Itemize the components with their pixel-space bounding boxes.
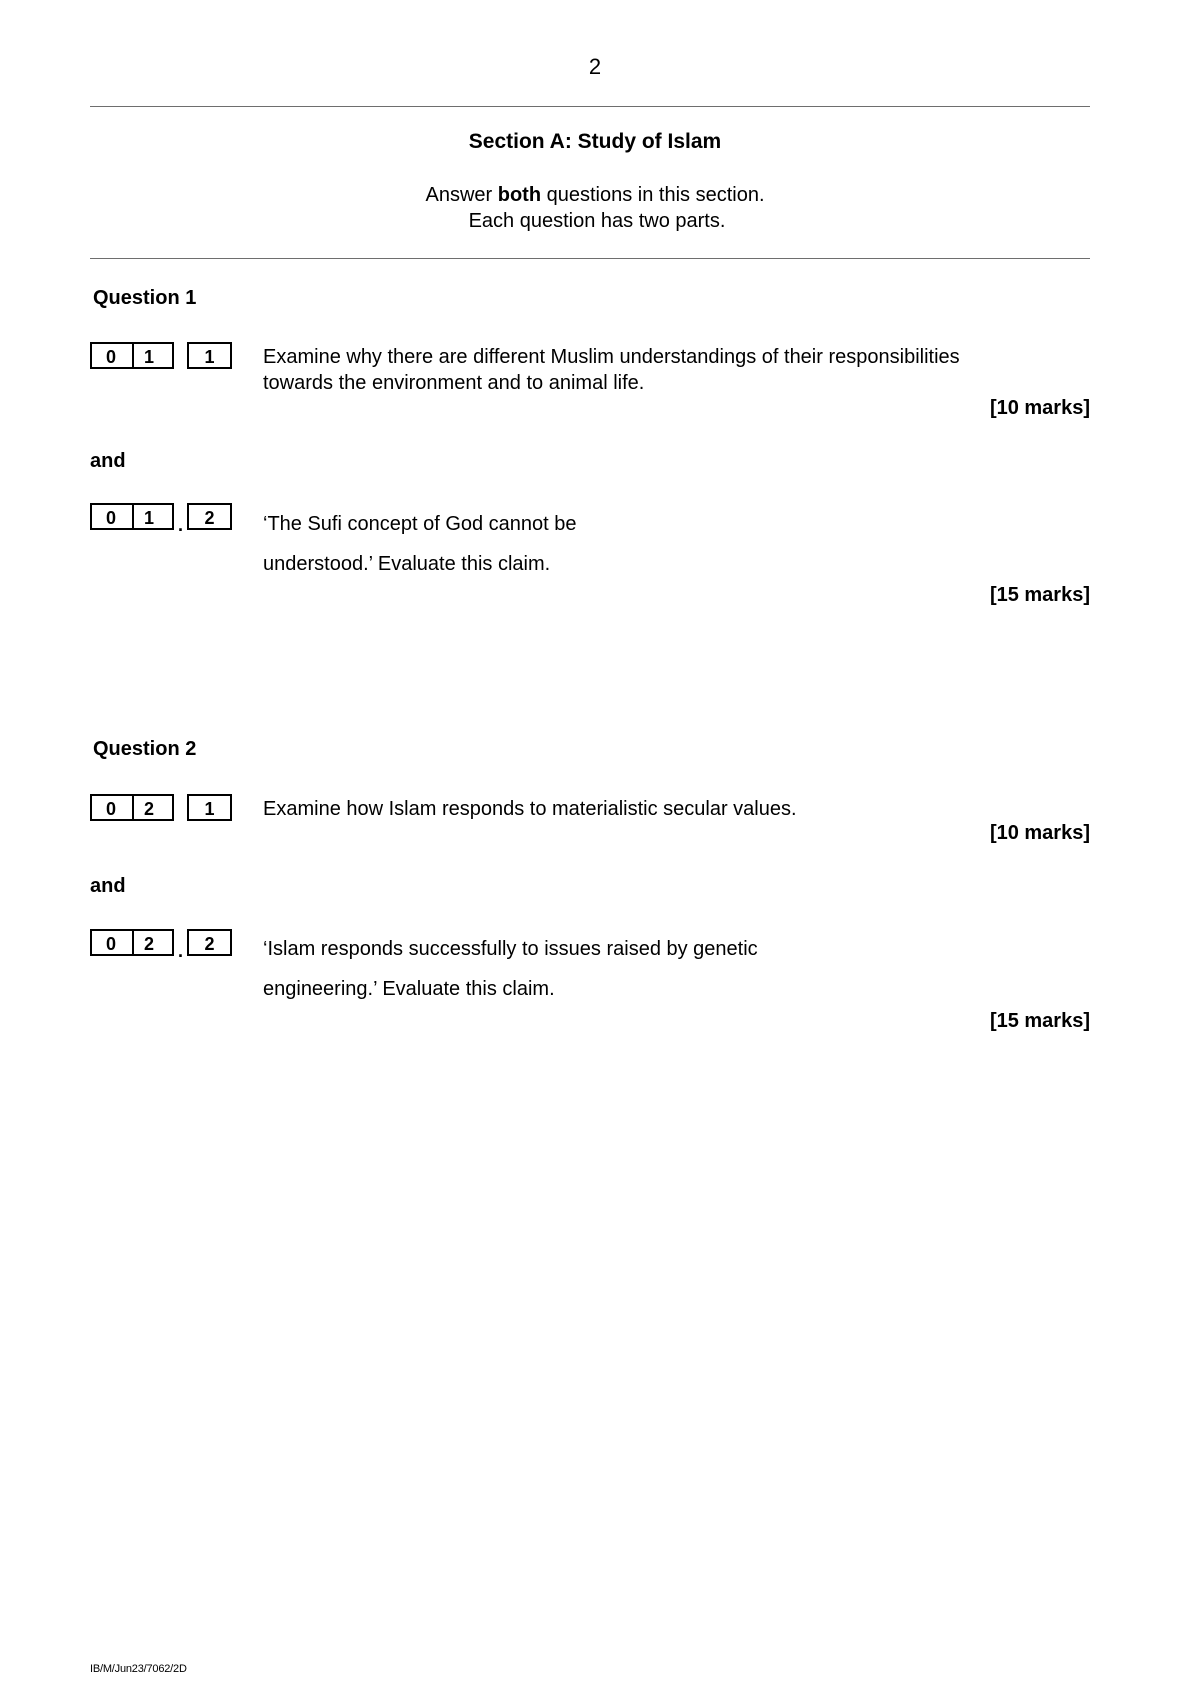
qnum-digit: 0 bbox=[105, 347, 116, 367]
qnum-digit: 2 bbox=[143, 934, 154, 954]
question-2-1-text bbox=[263, 796, 797, 822]
question-text-line: engineering.’ Evaluate this claim. bbox=[263, 978, 555, 1000]
qnum-sub: 2 bbox=[187, 929, 232, 956]
qnum-digit: 2 bbox=[143, 799, 154, 819]
question-1-2-text bbox=[263, 504, 577, 584]
and-label: and bbox=[90, 450, 126, 472]
qnum-digit: 0 bbox=[105, 934, 116, 954]
qnum-sub: 1 bbox=[187, 342, 232, 369]
qnum-digit: 0 bbox=[105, 799, 116, 819]
qnum-sub: 2 bbox=[187, 503, 232, 530]
section-title: Section A: Study of Islam bbox=[468, 130, 722, 153]
instruction-post: questions in this section. bbox=[541, 184, 765, 206]
qnum-digit: 1 bbox=[143, 347, 154, 367]
qnum-digit: 1 bbox=[143, 508, 154, 528]
question-text-line: ‘Islam responds successfully to issues raised by genetic bbox=[263, 938, 758, 960]
question-text-line: Examine how Islam responds to materialistic secular values. bbox=[263, 798, 797, 820]
question-text-line: ‘The Sufi concept of God cannot be bbox=[263, 513, 577, 535]
question-number-02-1 bbox=[90, 794, 232, 824]
section-instruction bbox=[0, 184, 1190, 207]
question-number-01-1 bbox=[90, 342, 232, 372]
qnum-digit: 0 bbox=[105, 508, 116, 528]
question-2-2-text bbox=[263, 929, 758, 1009]
page-number: 2 bbox=[588, 54, 602, 79]
marks-label: [15 marks] bbox=[989, 584, 1090, 606]
footer-code: IB/M/Jun23/7062/2D bbox=[90, 1663, 187, 1675]
instruction-pre: Answer bbox=[425, 184, 498, 206]
top-divider bbox=[90, 106, 1090, 107]
marks-label: [10 marks] bbox=[989, 397, 1090, 419]
question-text-line: towards the environment and to animal life. bbox=[263, 372, 645, 394]
section-instruction-line2: Each question has two parts. bbox=[468, 210, 726, 232]
qnum-sub: 1 bbox=[187, 794, 232, 821]
question-1-heading: Question 1 bbox=[93, 287, 197, 309]
question-text-line: understood.’ Evaluate this claim. bbox=[263, 553, 551, 575]
question-number-02-2: 0 2 . 2 bbox=[90, 929, 232, 959]
marks-label: [10 marks] bbox=[989, 822, 1090, 844]
and-label: and bbox=[90, 875, 126, 897]
instruction-bold: both bbox=[497, 184, 542, 206]
question-text-line: Examine why there are different Muslim understandings of their responsibilities bbox=[263, 346, 960, 368]
question-2-heading: Question 2 bbox=[93, 738, 197, 760]
question-number-01-2: 0 1 . 2 bbox=[90, 503, 232, 533]
marks-label: [15 marks] bbox=[989, 1010, 1090, 1032]
section-divider bbox=[90, 258, 1090, 259]
question-1-1-text bbox=[263, 344, 960, 396]
